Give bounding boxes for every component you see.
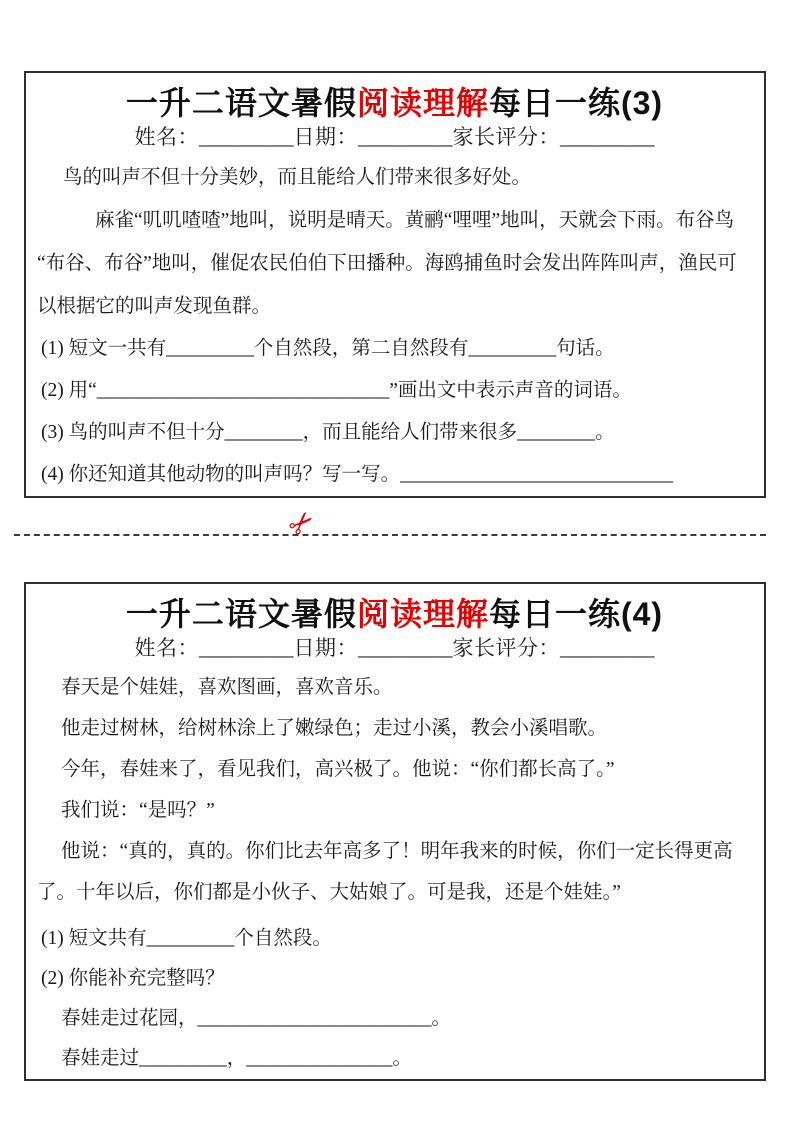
- question-group: [37, 919, 752, 1079]
- question-line-4: (4) 你还知道其他动物的叫声吗？写一写。____________________________: [41, 464, 674, 485]
- score-field-blank: _________: [560, 125, 655, 149]
- passage-paragraph: 春天是个娃娃，喜欢图画，喜欢音乐。: [61, 677, 393, 698]
- name-field-blank: _________: [199, 125, 294, 149]
- passage-paragraph: 今年，春娃来了，看见我们，高兴极了。他说：“你们都长高了。”: [61, 759, 615, 780]
- name-field-label: 姓名：: [134, 636, 199, 660]
- passage-paragraph: 鸟的叫声不但十分美妙，而且能给人们带来很多好处。: [63, 167, 532, 188]
- question-line-3: (3) 鸟的叫声不但十分________，而且能给人们带来很多________。: [41, 422, 615, 443]
- worksheet-4-title: [37, 596, 752, 633]
- score-field-blank: _________: [560, 636, 655, 660]
- passage-paragraph: 麻雀“叽叽喳喳”地叫，说明是晴天。黄鹂“哩哩”地叫，天就会下雨。布谷鸟“布谷、布谷”地叫，催促农民伯伯下田播种。海鸥捕鱼时会发出阵阵叫声，渔民可以根据它的叫声发现鱼群。: [37, 210, 737, 317]
- question-line-1: (1) 短文共有_________个自然段。: [41, 928, 332, 949]
- title-highlight: 阅读理解: [356, 596, 489, 632]
- worksheet-4: [24, 582, 766, 1081]
- question-line-2: (2) 你能补充完整吗？: [41, 968, 225, 989]
- date-field-blank: _________: [358, 636, 453, 660]
- student-info-row: [37, 635, 752, 661]
- fill-in-line-2: 春娃走过_________，_______________。: [61, 1048, 413, 1069]
- date-field-label: 日期：: [293, 636, 358, 660]
- student-info-row: [37, 124, 752, 150]
- question-line-2: (2) 用“______________________________”画出文中表示声音的词语。: [41, 380, 632, 401]
- worksheet-3-title: [37, 85, 752, 122]
- title-post: 每日一练(4): [488, 596, 664, 632]
- fill-in-line-1: 春娃走过花园，________________________。: [61, 1008, 452, 1029]
- score-field-label: 家长评分：: [452, 636, 560, 660]
- title-pre: 一升二语文暑假: [125, 596, 357, 632]
- title-post: 每日一练(3): [488, 85, 664, 121]
- title-highlight: 阅读理解: [356, 85, 489, 121]
- passage-paragraph: 我们说：“是吗？”: [61, 800, 215, 821]
- scissors-icon: ✂: [281, 503, 323, 545]
- score-field-label: 家长评分：: [452, 125, 560, 149]
- passage-paragraph: 他走过树林，给树林涂上了嫩绿色；走过小溪，教会小溪唱歌。: [61, 718, 608, 739]
- date-field-label: 日期：: [293, 125, 358, 149]
- date-field-blank: _________: [358, 125, 453, 149]
- worksheet-3: [24, 71, 766, 498]
- cut-line: [14, 534, 766, 536]
- title-pre: 一升二语文暑假: [125, 85, 357, 121]
- passage-paragraph: 他说：“真的，真的。你们比去年高多了！明年我来的时候，你们一定长得更高了。十年以后，你们都是小伙子、大姑娘了。可是我，还是个娃娃。”: [37, 841, 733, 903]
- question-line-1: (1) 短文一共有_________个自然段，第二自然段有_________句话。: [41, 338, 615, 359]
- name-field-blank: _________: [199, 636, 294, 660]
- name-field-label: 姓名：: [134, 125, 199, 149]
